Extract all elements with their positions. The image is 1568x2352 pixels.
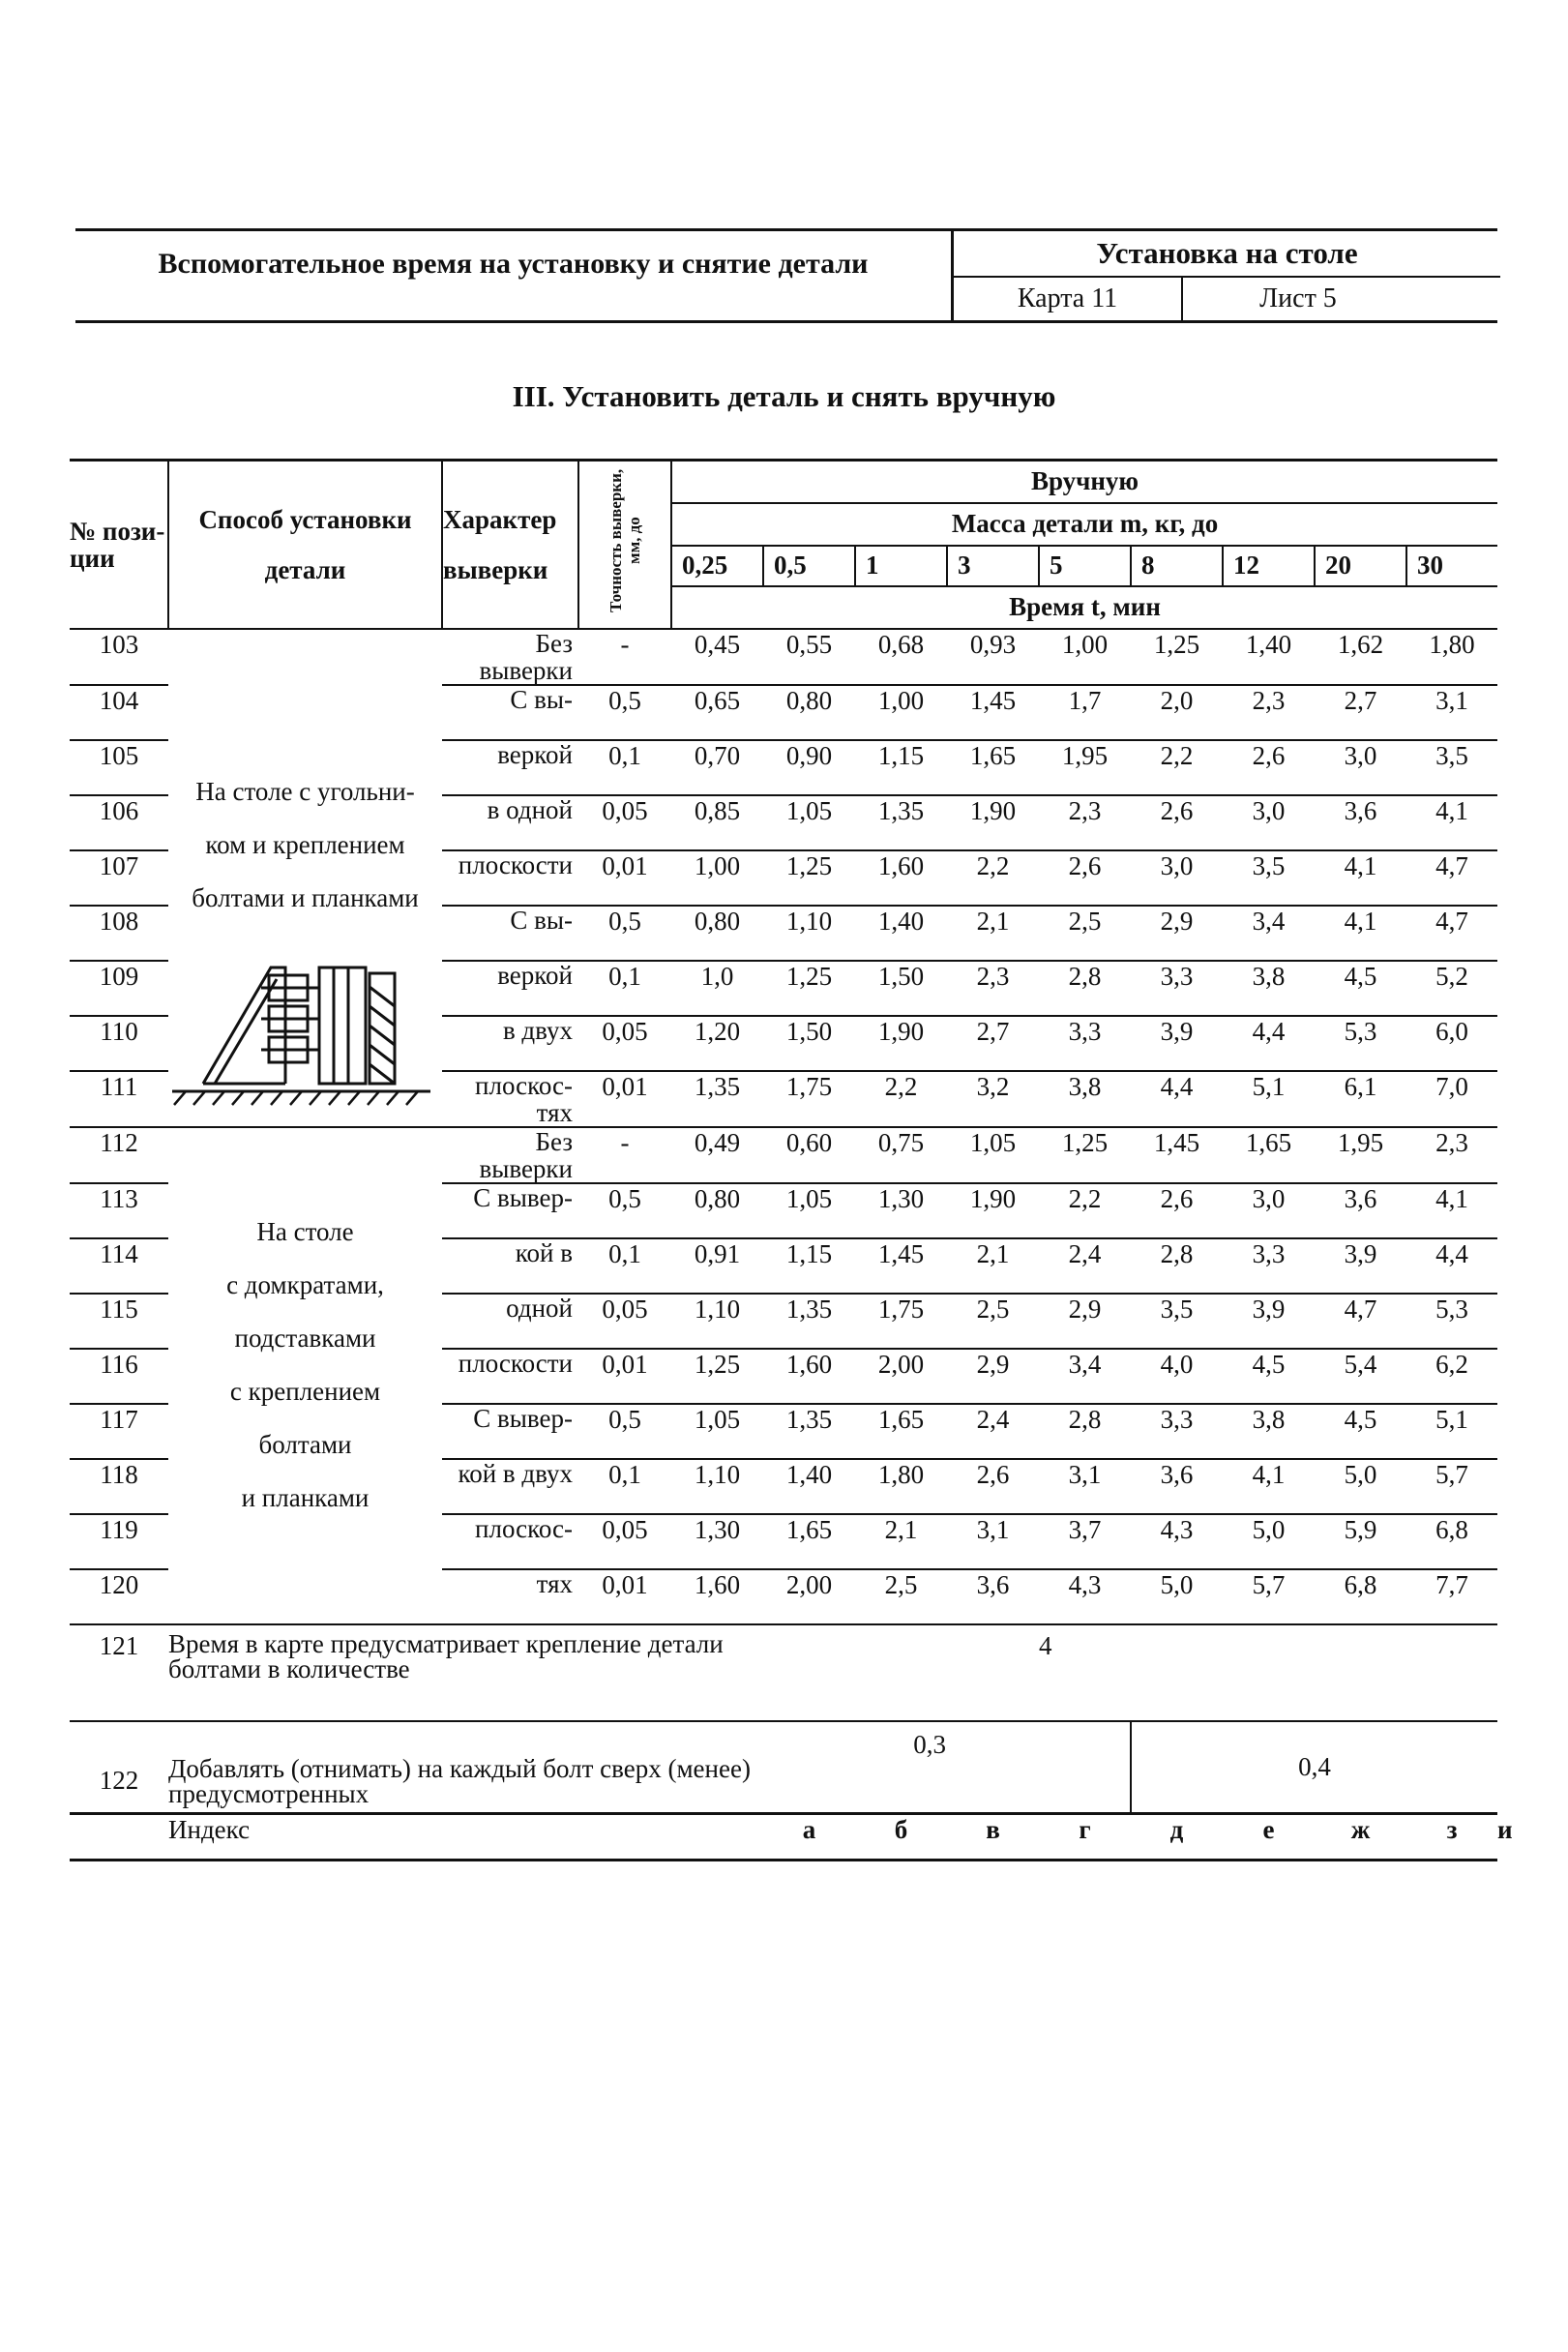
accuracy-cell: 0,05: [602, 1016, 648, 1046]
index-letter: з: [1446, 1815, 1458, 1844]
accuracy-cell: -: [620, 1127, 630, 1157]
character-cell: С вывер-: [473, 1182, 573, 1212]
time-value-cell: 3,0: [1344, 740, 1377, 770]
time-value-cell: 1,10: [694, 1294, 741, 1324]
time-value-cell: 1,30: [877, 1183, 925, 1213]
time-value-cell: 3,8: [1252, 961, 1286, 991]
header-right-block: [951, 231, 1500, 320]
time-value-cell: 1,25: [785, 961, 833, 991]
time-value-cell: 1,90: [969, 795, 1017, 825]
character-cell: кой в двух: [458, 1458, 573, 1488]
method-line: болтами: [258, 1429, 352, 1459]
method-line: ком и креплением: [205, 829, 405, 859]
header-card-number: Карта 11: [954, 278, 1183, 320]
time-value-cell: 4,1: [1344, 850, 1377, 880]
time-value-cell: 3,5: [1435, 740, 1468, 770]
mass-header-cell: 30: [1406, 546, 1497, 586]
time-value-cell: 1,25: [694, 1349, 741, 1379]
time-value-cell: 1,65: [1245, 1127, 1292, 1157]
time-value-cell: 3,9: [1252, 1294, 1286, 1324]
header-pos: № пози- ции: [70, 461, 168, 629]
time-value-cell: 3,9: [1344, 1238, 1377, 1268]
position-number: 120: [99, 1569, 139, 1599]
time-value-cell: 5,2: [1435, 961, 1468, 991]
method-line: с домкратами,: [226, 1269, 384, 1299]
position-number: 119: [100, 1514, 138, 1544]
time-value-cell: 5,1: [1435, 1404, 1468, 1434]
fixture-drawing-icon: [164, 938, 445, 1122]
table-row: [70, 1127, 1497, 1183]
time-value-cell: 2,1: [976, 1238, 1010, 1268]
time-value-cell: 4,3: [1068, 1569, 1102, 1599]
time-value-cell: 1,35: [694, 1071, 741, 1101]
time-value-cell: 1,7: [1068, 685, 1102, 715]
time-value-cell: 0,85: [694, 795, 741, 825]
time-value-cell: 2,00: [785, 1569, 833, 1599]
position-number: 103: [99, 629, 139, 659]
time-value-cell: 4,5: [1252, 1349, 1286, 1379]
position-number: 116: [100, 1349, 138, 1379]
index-letter: в: [986, 1815, 1000, 1844]
position-number: 117: [100, 1404, 138, 1434]
position-number: 109: [99, 961, 139, 991]
method-line: На столе: [256, 1216, 354, 1246]
header-sheet-number: Лист 5: [1259, 283, 1337, 313]
time-value-cell: 0,91: [694, 1238, 741, 1268]
position-number: 115: [100, 1294, 138, 1324]
time-value-cell: 3,6: [1344, 1183, 1377, 1213]
time-value-cell: 4,1: [1435, 795, 1468, 825]
time-value-cell: 3,6: [976, 1569, 1010, 1599]
mass-header-cell: 12: [1223, 546, 1315, 586]
header-manual: Вручную: [671, 461, 1497, 503]
time-value-cell: 1,75: [785, 1071, 833, 1101]
character-cell: кой в: [515, 1237, 573, 1267]
position-number: 112: [100, 1127, 138, 1157]
time-value-cell: 3,0: [1252, 1183, 1286, 1213]
time-value-cell: 1,00: [694, 850, 741, 880]
time-value-cell: 1,65: [969, 740, 1017, 770]
time-value-cell: 0,93: [969, 629, 1017, 659]
time-value-cell: 5,1: [1252, 1071, 1286, 1101]
header-mass: Масса детали m, кг, до: [671, 503, 1497, 546]
time-value-cell: 3,6: [1160, 1459, 1194, 1489]
section-title: III. Установить деталь и снять вручную: [512, 379, 1056, 413]
time-value-cell: 2,6: [1160, 795, 1194, 825]
accuracy-cell: 0,1: [608, 1459, 641, 1489]
time-value-cell: 3,1: [1068, 1459, 1102, 1489]
time-value-cell: 0,60: [785, 1127, 833, 1157]
time-value-cell: 1,35: [785, 1404, 833, 1434]
time-value-cell: 2,7: [1344, 685, 1377, 715]
time-value-cell: 2,3: [1435, 1127, 1468, 1157]
time-value-cell: 2,6: [1160, 1183, 1194, 1213]
time-value-cell: 2,6: [976, 1459, 1010, 1489]
time-value-cell: 1,60: [785, 1349, 833, 1379]
accuracy-cell: 0,01: [602, 1569, 648, 1599]
position-number: 108: [99, 906, 139, 936]
position-number: 114: [100, 1238, 138, 1268]
time-value-cell: 5,0: [1160, 1569, 1194, 1599]
time-value-cell: 5,7: [1252, 1569, 1286, 1599]
time-value-cell: 2,8: [1068, 961, 1102, 991]
time-value-cell: 5,0: [1252, 1514, 1286, 1544]
time-value-cell: 1,30: [694, 1514, 741, 1544]
time-value-cell: 4,7: [1435, 850, 1468, 880]
time-value-cell: 2,5: [1068, 906, 1102, 936]
time-value-cell: 1,00: [877, 685, 925, 715]
accuracy-cell: 0,5: [608, 1404, 641, 1434]
time-value-cell: 2,4: [976, 1404, 1010, 1434]
time-value-cell: 1,45: [969, 685, 1017, 715]
position-number: 106: [99, 795, 139, 825]
time-value-cell: 2,2: [1160, 740, 1194, 770]
header-accuracy: [578, 461, 671, 629]
method-line: и планками: [241, 1482, 370, 1512]
time-value-cell: 3,7: [1068, 1514, 1102, 1544]
value-122-right: 0,4: [1131, 1721, 1497, 1814]
time-value-cell: 1,60: [694, 1569, 741, 1599]
time-value-cell: 1,62: [1337, 629, 1384, 659]
time-value-cell: 1,05: [785, 1183, 833, 1213]
accuracy-cell: 0,5: [608, 1183, 641, 1213]
time-value-cell: 1,40: [877, 906, 925, 936]
time-value-cell: 4,4: [1435, 1238, 1468, 1268]
mass-header-cell: 8: [1131, 546, 1223, 586]
index-letter: б: [894, 1815, 908, 1844]
time-value-cell: 3,3: [1160, 961, 1194, 991]
accuracy-cell: -: [620, 629, 630, 659]
note-122: Добавлять (отнимать) на каждый болт сверх (менее) предусмотренных: [168, 1754, 751, 1808]
method-line: На столе с угольни-: [195, 776, 415, 806]
time-value-cell: 0,80: [694, 1183, 741, 1213]
time-value-cell: 1,95: [1061, 740, 1109, 770]
header-method: Способ установки детали: [168, 461, 442, 629]
time-value-cell: 1,40: [785, 1459, 833, 1489]
time-value-cell: 1,65: [785, 1514, 833, 1544]
character-cell: плоскос-: [475, 1513, 573, 1543]
time-value-cell: 1,25: [1061, 1127, 1109, 1157]
time-value-cell: 1,60: [877, 850, 925, 880]
time-value-cell: 1,75: [877, 1294, 925, 1324]
time-value-cell: 1,25: [1153, 629, 1200, 659]
time-value-cell: 3,0: [1252, 795, 1286, 825]
time-value-cell: 4,4: [1252, 1016, 1286, 1046]
time-value-cell: 4,5: [1344, 1404, 1377, 1434]
time-value-cell: 4,3: [1160, 1514, 1194, 1544]
time-value-cell: 4,0: [1160, 1349, 1194, 1379]
time-value-cell: 6,1: [1344, 1071, 1377, 1101]
time-value-cell: 2,6: [1252, 740, 1286, 770]
time-value-cell: 5,0: [1344, 1459, 1377, 1489]
mass-header-cell: 1: [855, 546, 947, 586]
accuracy-cell: 0,05: [602, 1294, 648, 1324]
time-value-cell: 7,0: [1435, 1071, 1468, 1101]
character-cell: одной: [506, 1293, 573, 1323]
time-value-cell: 1,45: [1153, 1127, 1200, 1157]
position-number: 111: [100, 1071, 138, 1101]
position-number: 110: [100, 1016, 138, 1046]
character-cell: С вы-: [510, 905, 573, 935]
position-number: 105: [99, 740, 139, 770]
time-value-cell: 3,5: [1160, 1294, 1194, 1324]
character-cell: Без выверки: [479, 1126, 573, 1183]
accuracy-cell: 0,05: [602, 795, 648, 825]
accuracy-cell: 0,01: [602, 1071, 648, 1101]
time-value-cell: 4,1: [1435, 1183, 1468, 1213]
time-value-cell: 0,49: [694, 1127, 741, 1157]
position-number: 113: [100, 1183, 138, 1213]
time-value-cell: 3,9: [1160, 1016, 1194, 1046]
time-value-cell: 3,4: [1252, 906, 1286, 936]
character-cell: веркой: [497, 739, 573, 769]
time-value-cell: 1,40: [1245, 629, 1292, 659]
time-value-cell: 1,15: [877, 740, 925, 770]
time-value-cell: 3,3: [1160, 1404, 1194, 1434]
character-cell: плоскости: [458, 1348, 573, 1378]
position-number: 104: [99, 685, 139, 715]
header-card-sheet: [954, 278, 1500, 320]
index-label: Индекс: [168, 1815, 251, 1844]
position-number: 118: [100, 1459, 138, 1489]
time-value-cell: 0,80: [785, 685, 833, 715]
time-value-cell: 2,0: [1160, 685, 1194, 715]
index-letter: г: [1079, 1815, 1091, 1844]
header-time: Время t, мин: [671, 586, 1497, 629]
character-cell: тях: [536, 1568, 573, 1598]
accuracy-cell: 0,01: [602, 850, 648, 880]
time-value-cell: 2,2: [976, 850, 1010, 880]
time-value-cell: 0,80: [694, 906, 741, 936]
mass-header-cell: 5: [1039, 546, 1131, 586]
index-letter: е: [1262, 1815, 1275, 1844]
accuracy-cell: 0,1: [608, 1238, 641, 1268]
time-value-cell: 2,3: [1252, 685, 1286, 715]
time-value-cell: 4,7: [1435, 906, 1468, 936]
method-group-2: [168, 1127, 442, 1624]
time-value-cell: 1,65: [877, 1404, 925, 1434]
time-value-cell: 4,1: [1252, 1459, 1286, 1489]
header-title: Вспомогательное время на установку и снятие детали: [158, 248, 869, 280]
time-value-cell: 2,4: [1068, 1238, 1102, 1268]
mass-header-cell: 0,25: [671, 546, 763, 586]
time-value-cell: 3,1: [1435, 685, 1468, 715]
time-value-cell: 7,7: [1435, 1569, 1468, 1599]
time-value-cell: 5,7: [1435, 1459, 1468, 1489]
time-value-cell: 1,80: [1429, 629, 1475, 659]
time-value-cell: 2,7: [976, 1016, 1010, 1046]
time-value-cell: 1,00: [1061, 629, 1109, 659]
time-value-cell: 2,5: [976, 1294, 1010, 1324]
character-cell: С вы-: [510, 684, 573, 714]
accuracy-cell: 0,5: [608, 685, 641, 715]
time-norms-table: [70, 459, 1513, 1861]
time-value-cell: 2,3: [976, 961, 1010, 991]
time-value-cell: 0,65: [694, 685, 741, 715]
time-value-cell: 1,95: [1337, 1127, 1384, 1157]
time-value-cell: 1,15: [785, 1238, 833, 1268]
time-value-cell: 4,1: [1344, 906, 1377, 936]
time-value-cell: 1,10: [785, 906, 833, 936]
time-value-cell: 0,55: [785, 629, 833, 659]
time-value-cell: 4,7: [1344, 1294, 1377, 1324]
position-number: 107: [99, 850, 139, 880]
value-122-left: 0,3: [913, 1729, 946, 1759]
time-value-cell: 2,3: [1068, 795, 1102, 825]
table-row: [70, 629, 1497, 685]
accuracy-cell: 0,5: [608, 906, 641, 936]
time-value-cell: 5,3: [1435, 1294, 1468, 1324]
time-value-cell: 6,0: [1435, 1016, 1468, 1046]
method-line: подставками: [234, 1323, 376, 1353]
table-row-122: [70, 1721, 1497, 1814]
time-value-cell: 1,90: [969, 1183, 1017, 1213]
time-value-cell: 1,50: [785, 1016, 833, 1046]
time-value-cell: 6,2: [1435, 1349, 1468, 1379]
time-value-cell: 1,80: [877, 1459, 925, 1489]
time-value-cell: 2,9: [976, 1349, 1010, 1379]
time-value-cell: 2,5: [884, 1569, 918, 1599]
time-value-cell: 0,70: [694, 740, 741, 770]
index-row: Индекс а б в г д е ж з и: [70, 1814, 1497, 1861]
accuracy-cell: 0,01: [602, 1349, 648, 1379]
time-value-cell: 0,90: [785, 740, 833, 770]
time-value-cell: 0,68: [877, 629, 925, 659]
character-cell: плоскос- тях: [475, 1070, 573, 1127]
character-cell: Без выверки: [479, 628, 573, 685]
time-value-cell: 2,1: [976, 906, 1010, 936]
time-value-cell: 2,1: [884, 1514, 918, 1544]
time-value-cell: 3,8: [1068, 1071, 1102, 1101]
time-value-cell: 2,8: [1160, 1238, 1194, 1268]
time-value-cell: 5,3: [1344, 1016, 1377, 1046]
time-value-cell: 0,75: [877, 1127, 925, 1157]
time-value-cell: 1,25: [785, 850, 833, 880]
time-value-cell: 2,9: [1068, 1294, 1102, 1324]
note-121: Время в карте предусматривает крепление детали болтами в количестве: [168, 1628, 724, 1683]
value-121: 4: [1039, 1630, 1052, 1660]
time-value-cell: 2,8: [1068, 1404, 1102, 1434]
accuracy-cell: 0,1: [608, 740, 641, 770]
pos-122: 122: [99, 1765, 139, 1795]
character-cell: в одной: [487, 794, 573, 824]
card-header: [75, 228, 1497, 323]
index-letter: д: [1169, 1815, 1184, 1844]
accuracy-cell: 0,1: [608, 961, 641, 991]
mass-header-cell: 0,5: [763, 546, 855, 586]
header-character: Характер выверки: [442, 461, 578, 629]
time-value-cell: 1,50: [877, 961, 925, 991]
time-value-cell: 1,20: [694, 1016, 741, 1046]
time-value-cell: 6,8: [1435, 1514, 1468, 1544]
time-value-cell: 5,4: [1344, 1349, 1377, 1379]
time-value-cell: 4,4: [1160, 1071, 1194, 1101]
time-value-cell: 1,05: [785, 795, 833, 825]
table-row-121: [70, 1624, 1497, 1721]
time-value-cell: 3,3: [1068, 1016, 1102, 1046]
accuracy-cell: 0,05: [602, 1514, 648, 1544]
time-value-cell: 2,2: [884, 1071, 918, 1101]
method-line: болтами и планками: [192, 882, 419, 912]
time-value-cell: 1,35: [877, 795, 925, 825]
table-header-row: [70, 461, 1497, 503]
header-category: Установка на столе: [954, 231, 1500, 278]
time-value-cell: 1,45: [877, 1238, 925, 1268]
time-value-cell: 2,2: [1068, 1183, 1102, 1213]
time-value-cell: 3,0: [1160, 850, 1194, 880]
character-cell: плоскости: [458, 849, 573, 879]
time-value-cell: 4,5: [1344, 961, 1377, 991]
index-letter: а: [802, 1815, 816, 1844]
mass-header-cell: 20: [1315, 546, 1406, 586]
time-value-cell: 2,9: [1160, 906, 1194, 936]
character-cell: в двух: [502, 1015, 573, 1045]
time-value-cell: 1,05: [694, 1404, 741, 1434]
pos-121: 121: [99, 1630, 139, 1660]
method-line: с креплением: [229, 1376, 381, 1406]
time-value-cell: 3,1: [976, 1514, 1010, 1544]
time-value-cell: 1,35: [785, 1294, 833, 1324]
character-cell: С вывер-: [473, 1403, 573, 1433]
time-value-cell: 3,5: [1252, 850, 1286, 880]
time-value-cell: 6,8: [1344, 1569, 1377, 1599]
time-value-cell: 3,2: [976, 1071, 1010, 1101]
time-value-cell: 2,6: [1068, 850, 1102, 880]
time-value-cell: 3,8: [1252, 1404, 1286, 1434]
time-value-cell: 3,4: [1068, 1349, 1102, 1379]
time-value-cell: 1,90: [877, 1016, 925, 1046]
time-value-cell: 3,6: [1344, 795, 1377, 825]
time-value-cell: 5,9: [1344, 1514, 1377, 1544]
index-letter: ж: [1350, 1815, 1371, 1844]
time-value-cell: 0,45: [694, 629, 741, 659]
time-value-cell: 1,0: [700, 961, 734, 991]
table-body: [70, 629, 1497, 1624]
time-value-cell: 3,3: [1252, 1238, 1286, 1268]
time-value-cell: 1,05: [969, 1127, 1017, 1157]
mass-header-cell: 3: [947, 546, 1039, 586]
time-value-cell: 1,10: [694, 1459, 741, 1489]
character-cell: веркой: [497, 960, 573, 990]
time-value-cell: 2,00: [877, 1349, 925, 1379]
accuracy-label: Точность выверки, мм, до: [606, 469, 643, 613]
